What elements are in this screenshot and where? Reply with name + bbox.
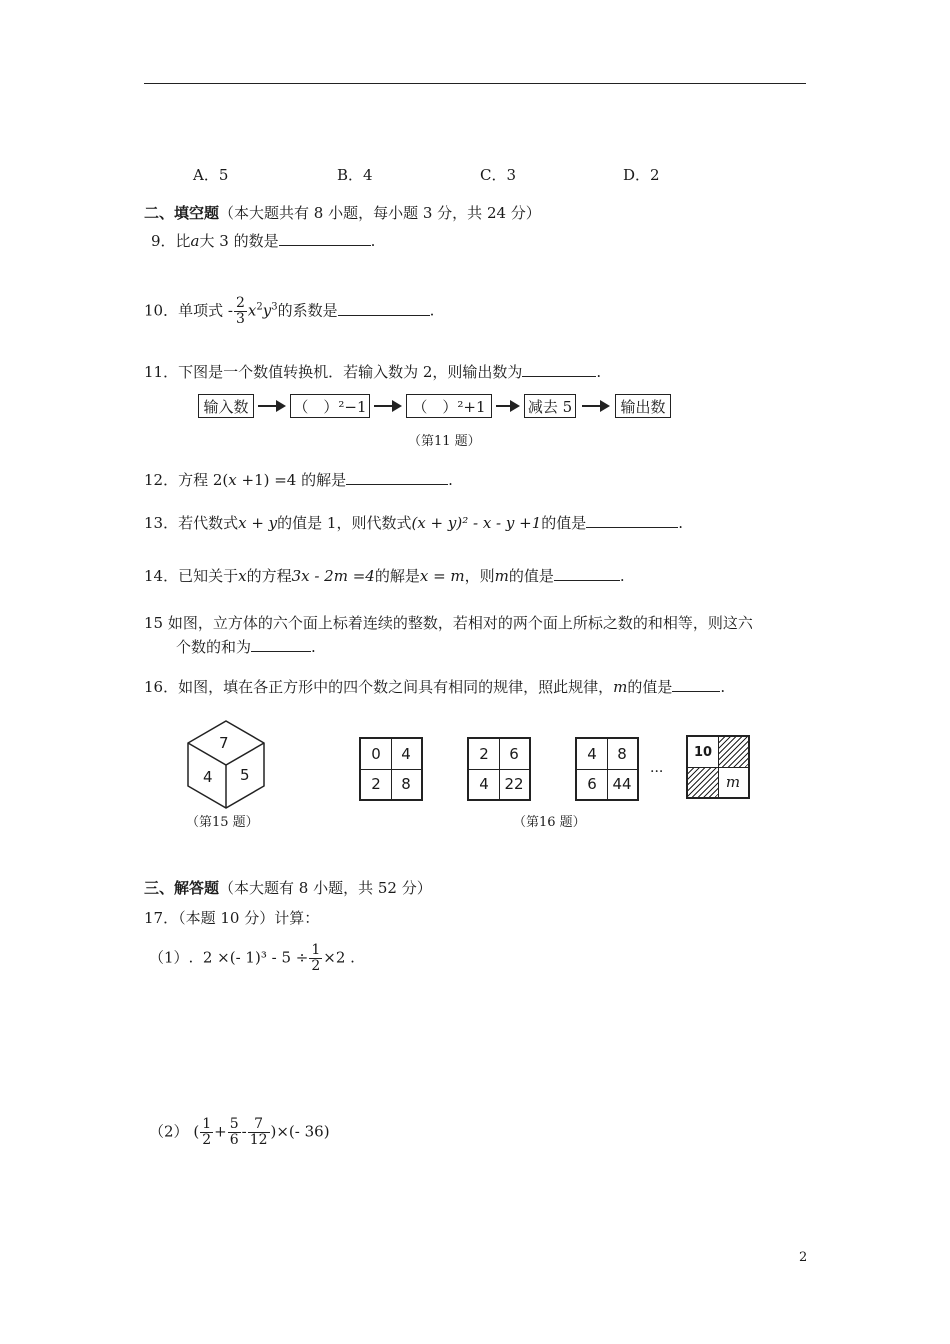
q12-x: x [228, 471, 237, 489]
grids-caption: （第16 题） [513, 815, 586, 830]
flow-arrow [258, 405, 284, 407]
option-c: C．3 [480, 166, 517, 184]
answer-blank [586, 513, 678, 528]
question-17-part2 [149, 1117, 330, 1148]
section3-note: （本大题有 8 小题，共 52 分） [219, 879, 432, 897]
q16-post: 的值是 [627, 678, 673, 696]
question-14: 14．已知关于x的方程3x - 2m =4的解是x = m，则m的值是 . [144, 567, 625, 585]
header-rule [144, 83, 806, 84]
q10-den: 3 [235, 311, 245, 327]
flow-arrow [582, 405, 608, 407]
question-17-title: 17．（本题 10 分）计算： [144, 909, 320, 927]
q14-pre: 14．已知关于 [144, 567, 239, 585]
answer-blank [279, 231, 371, 246]
grid3-bottom-right: 44 [612, 775, 632, 793]
page-number: 2 [799, 1250, 808, 1265]
grid2-top-right: 6 [509, 745, 519, 763]
q15-line2-text: 个数的和为 [176, 638, 252, 656]
q17-p2-close: )×(- 36) [270, 1122, 330, 1141]
section3-heading [144, 878, 432, 898]
grid4-bottom-left-hatched [688, 767, 718, 797]
q17-op2: - [241, 1122, 247, 1141]
q17-p1-fraction [309, 943, 322, 974]
section2-title: 二、填空题 [144, 204, 220, 222]
q17-p2-open: ( [193, 1122, 200, 1141]
cube-face-right: 5 [240, 766, 250, 784]
q17-p1-expr-b: ×2 . [323, 948, 355, 967]
q9-pre: 9．比 [151, 232, 191, 250]
grid4-top-left: 10 [693, 745, 713, 760]
q9-post: 大 3 的数是 [199, 232, 279, 250]
question-16: 16．如图，填在各正方形中的四个数之间具有相同的规律，照此规律，m的值是 . [144, 678, 726, 696]
number-grid-3 [575, 737, 639, 801]
answer-blank [672, 677, 720, 692]
flow-box-output: 输出数 [615, 394, 671, 418]
flow-arrow [496, 405, 518, 407]
question-11: 11．下图是一个数值转换机．若输入数为 2，则输出数为 . [144, 363, 602, 381]
q14-x: x [238, 567, 247, 585]
q17-f2-den: 6 [229, 1132, 239, 1148]
answer-blank [522, 362, 596, 377]
question-10: 10．单项式 - $\frac{2}{3}$ $x^2y^3$的系数是 . [144, 295, 435, 327]
number-grid-4 [686, 735, 750, 799]
q17-f2-num: 5 [229, 1116, 239, 1132]
flow-box-square-plus: （ ）²+1 [406, 394, 492, 418]
flow-box-input: 输入数 [198, 394, 254, 418]
answer-blank [251, 637, 311, 652]
q14-post: 的值是 [508, 567, 554, 585]
question-9: 9．比a大 3 的数是 . [151, 232, 376, 250]
q17-f1-den: 2 [202, 1132, 212, 1148]
cube-caption: （第15 题） [186, 815, 259, 830]
q16-m: m [613, 678, 628, 696]
q13-pre: 13．若代数式 [144, 514, 239, 532]
q14-m: m [494, 567, 509, 585]
grid4-bottom-right: m [725, 773, 741, 791]
q14-mid2: 的解是 [374, 567, 420, 585]
q17-frac-3 [248, 1117, 270, 1148]
q17-p1-expr-a: 2 ×(- 1)³ - 5 ÷ [202, 948, 309, 967]
q14-mid1: 的方程 [246, 567, 292, 585]
grid4-top-right-hatched [718, 737, 748, 767]
q10-fraction [234, 296, 247, 327]
answer-blank [346, 470, 448, 485]
q14-sol: x = m [419, 567, 465, 585]
flow-box-square-minus: （ ）²−1 [290, 394, 370, 418]
option-d: D．2 [623, 166, 660, 184]
q12-pre: 12．方程 2( [144, 471, 229, 489]
number-grid-1 [359, 737, 423, 801]
number-grid-2 [467, 737, 531, 801]
q17-f3-num: 7 [248, 1117, 270, 1133]
q17-p1-label: （1）. [149, 948, 194, 967]
q17-frac-1 [200, 1117, 213, 1148]
question-17-part1 [149, 943, 355, 974]
q17-f1-num: 1 [202, 1116, 212, 1132]
option-a: A．5 [193, 166, 229, 184]
flow-arrow [374, 405, 400, 407]
grid1-bottom-right: 8 [401, 775, 411, 793]
grid2-bottom-right: 22 [504, 775, 524, 793]
grid1-bottom-left: 2 [371, 775, 381, 793]
grid3-top-left: 4 [587, 745, 597, 763]
q10-post: 的系数是 [277, 301, 338, 320]
q12-mid: +1) =4 的解是 [236, 471, 347, 489]
cube-figure [180, 718, 272, 814]
q11-text: 11．下图是一个数值转换机．若输入数为 2，则输出数为 [144, 363, 523, 381]
q17-p1-num: 1 [311, 942, 321, 958]
answer-blank [338, 301, 430, 316]
question-12: 12．方程 2(x +1) =4 的解是 . [144, 471, 453, 489]
option-b: B．4 [337, 166, 373, 184]
q10-pre: 10．单项式 - [144, 301, 233, 320]
cube-face-left: 4 [203, 768, 213, 786]
grid1-top-left: 0 [371, 745, 381, 763]
q11-caption: （第11 题） [408, 434, 481, 449]
q17-f3-den: 12 [249, 1132, 268, 1148]
section2-heading [144, 203, 541, 223]
q13-expr2: (x + y)² - x - y +1 [411, 514, 542, 532]
section3-title: 三、解答题 [144, 879, 220, 897]
q13-expr1: x + y [238, 514, 278, 532]
q9-var: a [190, 232, 200, 250]
cube-face-top: 7 [219, 734, 229, 752]
question-15-line2: 个数的和为 . [176, 638, 316, 656]
q17-p2-label: （2） [149, 1122, 189, 1141]
grid-ellipsis: ··· [650, 764, 664, 780]
flow-box-subtract: 减去 5 [524, 394, 576, 418]
answer-blank [554, 566, 620, 581]
q14-eq: 3x - 2m =4 [291, 567, 375, 585]
question-13: 13．若代数式x + y的值是 1，则代数式(x + y)² - x - y +1的值是 . [144, 514, 684, 532]
question-15-line1: 15 如图，立方体的六个面上标着连续的整数，若相对的两个面上所标之数的和相等，则这六 [144, 614, 753, 632]
q14-mid3: ，则 [464, 567, 495, 585]
grid1-top-right: 4 [401, 745, 411, 763]
q16-pre: 16．如图，填在各正方形中的四个数之间具有相同的规律，照此规律， [144, 678, 614, 696]
q17-frac-2 [228, 1117, 241, 1148]
grid2-bottom-left: 4 [479, 775, 489, 793]
q10-num: 2 [235, 295, 245, 311]
q17-p1-den: 2 [311, 958, 321, 974]
grid3-top-right: 8 [617, 745, 627, 763]
q13-mid: 的值是 1，则代数式 [277, 514, 412, 532]
q17-op1: + [214, 1122, 227, 1141]
grid2-top-left: 2 [479, 745, 489, 763]
grid3-bottom-left: 6 [587, 775, 597, 793]
q13-post: 的值是 [541, 514, 587, 532]
section2-note: （本大题共有 8 小题，每小题 3 分，共 24 分） [219, 204, 541, 222]
